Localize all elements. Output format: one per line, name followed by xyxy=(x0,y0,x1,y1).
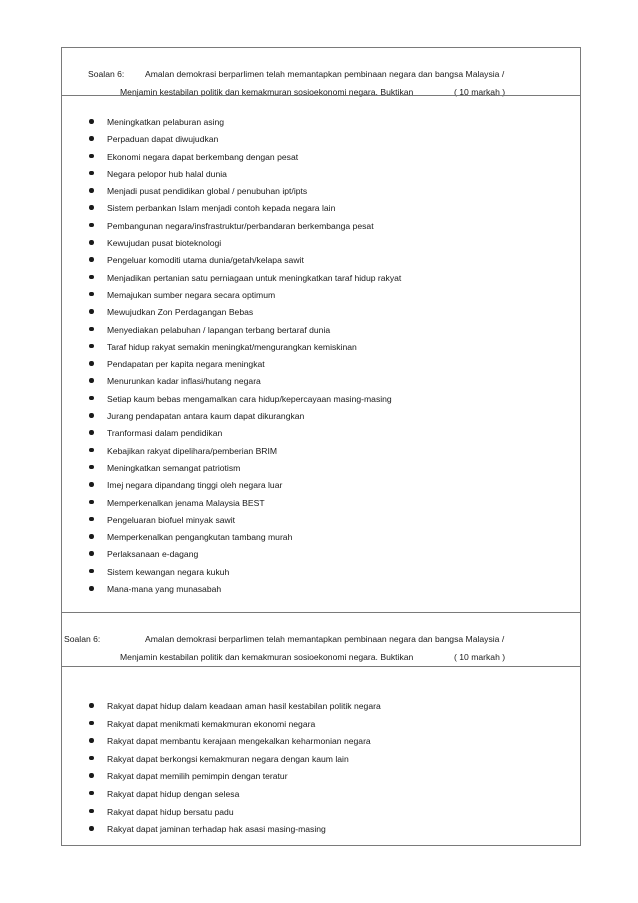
bullet-icon xyxy=(89,154,94,159)
list-item-text: Rakyat dapat jaminan terhadap hak asasi masing-masing xyxy=(107,824,326,835)
bullet-icon xyxy=(89,448,94,453)
list-item-text: Menjadi pusat pendidikan global / penubuhan ipt/ipts xyxy=(107,186,308,197)
bullet-icon xyxy=(89,327,94,332)
bullet-icon xyxy=(89,791,94,796)
question-text-line1: Amalan demokrasi berparlimen telah memantapkan pembinaan negara dan bangsa Malaysia / xyxy=(145,634,505,644)
list-item-text: Rakyat dapat hidup dalam keadaan aman hasil kestabilan politik negara xyxy=(107,701,381,711)
list-item-text: Menurunkan kadar inflasi/hutang negara xyxy=(107,376,261,387)
bullet-icon xyxy=(89,809,94,814)
list-item-text: Sistem kewangan negara kukuh xyxy=(107,566,230,577)
bullet-icon xyxy=(89,292,94,297)
answer-box-2 xyxy=(61,613,581,846)
list-item-text: Pembangunan negara/insfrastruktur/perbandaran berkembanga pesat xyxy=(107,220,374,231)
list-item-text: Memperkenalkan jenama Malaysia BEST xyxy=(107,497,265,508)
bullet-icon xyxy=(89,171,94,176)
bullet-icon xyxy=(89,378,94,383)
bullet-icon xyxy=(89,240,94,245)
bullet-icon xyxy=(89,482,94,487)
bullet-icon xyxy=(89,773,94,778)
bullet-icon xyxy=(89,396,94,401)
list-item-text: Jurang pendapatan antara kaum dapat dikurangkan xyxy=(107,411,305,422)
bullet-icon xyxy=(89,569,94,574)
list-item-text: Rakyat dapat memilih pemimpin dengan teratur xyxy=(107,771,288,782)
list-item-text: Ekonomi negara dapat berkembang dengan pesat xyxy=(107,151,299,162)
list-item-text: Meningkatkan semangat patriotism xyxy=(107,462,241,473)
header-divider xyxy=(62,666,580,667)
question-marks: ( 10 markah ) xyxy=(454,652,506,662)
bullet-icon xyxy=(89,738,94,743)
list-item-text: Pendapatan per kapita negara meningkat xyxy=(107,359,265,370)
header-divider xyxy=(62,95,580,96)
list-item-text: Rakyat dapat menikmati kemakmuran ekonomi negara xyxy=(107,718,316,729)
bullet-icon xyxy=(89,205,94,210)
bullet-icon xyxy=(89,136,94,141)
list-item-text: Rakyat dapat membantu kerajaan mengekalkan keharmonian negara xyxy=(107,736,371,747)
question-text-line2: Menjamin kestabilan politik dan kemakmuran sosioekonomi negara. Buktikan xyxy=(120,87,414,97)
bullet-icon xyxy=(89,517,94,522)
bullet-icon xyxy=(89,257,94,262)
bullet-icon xyxy=(89,361,94,366)
list-item-text: Memperkenalkan pengangkutan tambang murah xyxy=(107,532,293,543)
list-item-text: Perpaduan dapat diwujudkan xyxy=(107,134,219,145)
bullet-icon xyxy=(89,756,94,761)
list-item-text: Kewujudan pusat bioteknologi xyxy=(107,238,222,249)
list-item-text: Pengeluaran biofuel minyak sawit xyxy=(107,514,236,525)
list-item-text: Menyediakan pelabuhan / lapangan terbang bertaraf dunia xyxy=(107,324,331,335)
question-header-2 xyxy=(64,633,578,665)
list-item-text: Sistem perbankan Islam menjadi contoh kepada negara lain xyxy=(107,203,336,214)
bullet-icon xyxy=(89,430,94,435)
list-item-text: Setiap kaum bebas mengamalkan cara hidup/kepercayaan masing-masing xyxy=(107,393,392,404)
list-item-text: Memajukan sumber negara secara optimum xyxy=(107,289,276,300)
bullet-icon xyxy=(89,188,94,193)
question-marks: ( 10 markah ) xyxy=(454,87,506,97)
list-item-text: Rakyat dapat hidup dengan selesa xyxy=(107,788,240,799)
list-item-text: Perlaksanaan e-dagang xyxy=(107,549,199,560)
list-item-text: Taraf hidup rakyat semakin meningkat/mengurangkan kemiskinan xyxy=(107,341,357,352)
question-text-line1: Amalan demokrasi berparlimen telah memantapkan pembinaan negara dan bangsa Malaysia / xyxy=(145,69,505,79)
bullet-icon xyxy=(89,223,94,228)
bullet-icon xyxy=(89,413,94,418)
question-number: Soalan 6: xyxy=(88,69,125,79)
list-item-text: Menjadikan pertanian satu perniagaan untuk meningkatkan taraf hidup rakyat xyxy=(107,272,402,283)
bullet-icon xyxy=(89,119,94,124)
list-item-text: Meningkatkan pelaburan asing xyxy=(107,117,225,127)
list-item-text: Rakyat dapat berkongsi kemakmuran negara dengan kaum lain xyxy=(107,753,349,764)
bullet-icon xyxy=(89,703,94,708)
bullet-icon xyxy=(89,534,94,539)
question-text-line2: Menjamin kestabilan politik dan kemakmuran sosioekonomi negara. Buktikan xyxy=(120,652,414,662)
bullet-icon xyxy=(89,586,94,591)
list-item-text: Pengeluar komoditi utama dunia/getah/kelapa sawit xyxy=(107,255,304,266)
bullet-icon xyxy=(89,275,94,280)
list-item-text: Kebajikan rakyat dipelihara/pemberian BRIM xyxy=(107,445,278,456)
list-item-text: Tranformasi dalam pendidikan xyxy=(107,428,223,439)
bullet-icon xyxy=(89,344,94,349)
list-item-text: Mana-mana yang munasabah xyxy=(107,584,222,595)
bullet-icon xyxy=(89,826,94,831)
list-item-text: Negara pelopor hub halal dunia xyxy=(107,168,227,179)
bullet-icon xyxy=(89,465,94,470)
bullet-icon xyxy=(89,500,94,505)
list-item-text: Mewujudkan Zon Perdagangan Bebas xyxy=(107,307,254,318)
answer-box-1 xyxy=(61,47,581,613)
list-item-text: Rakyat dapat hidup bersatu padu xyxy=(107,806,234,817)
question-number: Soalan 6: xyxy=(64,634,101,644)
list-item-text: Imej negara dipandang tinggi oleh negara luar xyxy=(107,480,283,491)
bullet-icon xyxy=(89,309,94,314)
bullet-icon xyxy=(89,721,94,726)
bullet-icon xyxy=(89,551,94,556)
